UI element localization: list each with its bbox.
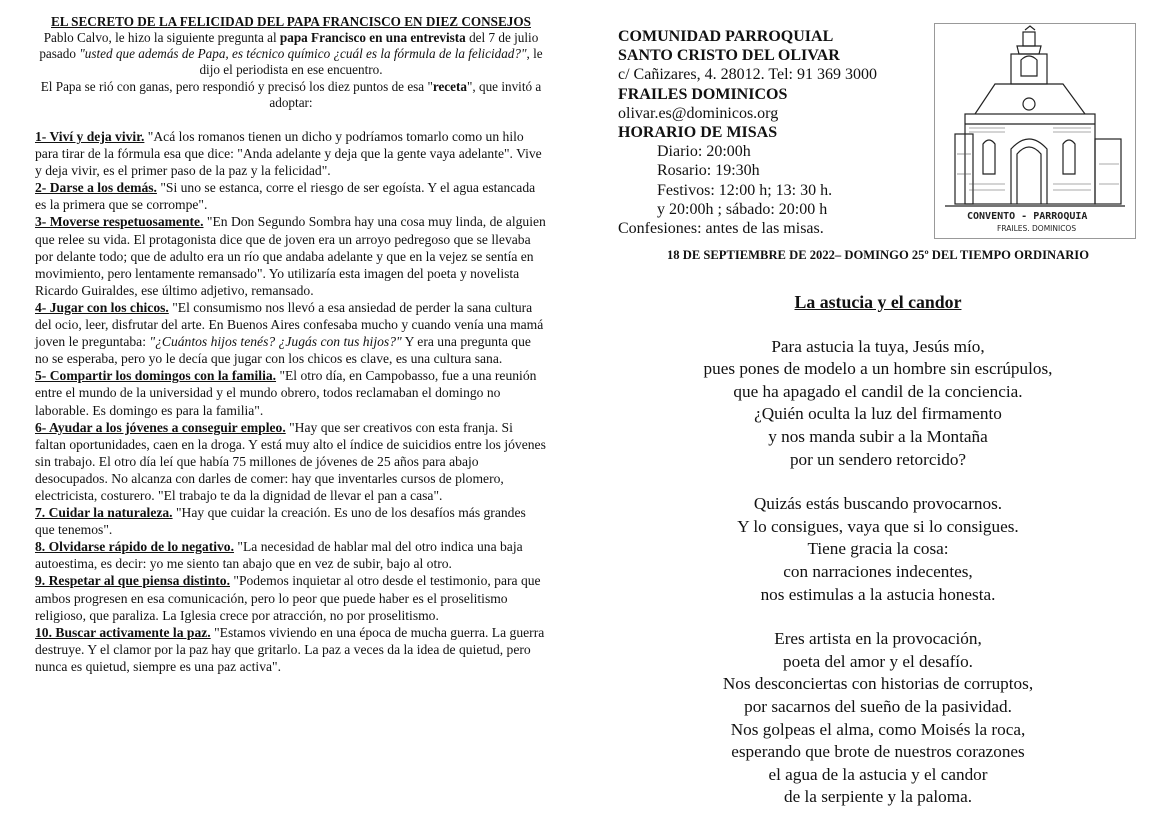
poem-line: nos estimulas a la astucia honesta. xyxy=(760,584,996,604)
poem-line: Quizás estás buscando provocarnos. xyxy=(753,494,1003,514)
poem-line: de la serpiente y la paloma. xyxy=(783,787,973,807)
tip-quote: "¿Cuántos hijos tenés? ¿Jugás con tus hijos?" xyxy=(149,334,402,350)
intro-text: ", que invitó a adoptar: xyxy=(269,78,542,110)
church-drawing xyxy=(935,24,1135,238)
article-title: EL SECRETO DE LA FELICIDAD DEL PAPA FRANCISCO EN DIEZ CONSEJOS xyxy=(51,14,531,29)
poem-body xyxy=(618,336,1138,809)
tip-item xyxy=(35,299,547,367)
poem-line: con narraciones indecentes, xyxy=(783,561,973,581)
tip-item xyxy=(35,213,547,298)
poem-line: pues pones de modelo a un hombre sin escrúpulos, xyxy=(703,359,1053,379)
tip-body: "Hay que ser creativos con esta franja. Si faltan oportunidades, caen en la droga. Y está muy alto el índice de suicidios entre los jóvenes sin trabajo. El otro día leí que había 75 millones de jóvenes de 25 años para abajo desocupados. No alcanza con darles de comer: hay que inventarles cursos de plomero, electricista, costurero. "El trabajo te da la dignidad de llevar el pan a casa". xyxy=(35,419,546,503)
tips-list xyxy=(35,128,547,675)
tip-item xyxy=(35,419,547,504)
mass-rosary: Rosario: 19:30h xyxy=(657,162,760,180)
poem-line: Nos golpeas el alma, como Moisés la roca, xyxy=(730,719,1026,739)
poem-line: y nos manda subir a la Montaña xyxy=(768,426,988,446)
tip-body: Y era una pregunta que no se esperaba, pero yo le decía que jugar con los chicos es clave, es una cultura sana. xyxy=(35,334,531,367)
left-column xyxy=(35,14,547,675)
tip-body: "Hay que cuidar la creación. Es uno de los desafíos más grandes que tenemos". xyxy=(35,505,526,538)
tip-body: "Estamos viviendo en una época de mucha guerra. La guerra destruye. Y el clamor por la paz hay que gritarlo. La paz a veces da la idea de quietud, pero nunca es quietud, siempre es una paz activa". xyxy=(35,624,545,674)
tip-item xyxy=(35,624,547,675)
tip-body: "El consumismo nos llevó a esa ansiedad de perder la sana cultura del ocio, leer, disfrutar del arte. En Buenos Aires confesaba mucho y cuando venía una mamá joven le preguntaba: xyxy=(35,299,544,350)
order-name: FRAILES DOMINICOS xyxy=(618,85,788,103)
poem-line: ¿Quién oculta la luz del firmamento xyxy=(754,404,1002,424)
tip-body: "Podemos inquietar al otro desde el testimonio, para que ambos progresen en esa comunicación, pero lo peor que puede haber es el proselitismo religioso, que paraliza. La Iglesia crece por atracción, no por proselitismo. xyxy=(35,573,541,623)
intro-text: El Papa se rió con ganas, pero respondió y precisó los diez puntos de esa " xyxy=(40,78,433,94)
tip-heading: 9. Respetar al que piensa distinto. xyxy=(35,573,230,589)
tip-heading: 8. Olvidarse rápido de lo negativo. xyxy=(35,539,235,555)
article-intro xyxy=(35,30,547,111)
poem-line: esperando que brote de nuestros corazones xyxy=(731,742,1025,762)
tip-body: "Acá los romanos tienen un dicho y podríamos tomarlo como un hilo para tirar de la fórmula esa que dice: "Anda adelante y deja que la gente vaya adelante". Vive y deja vivir, es el primer paso de la paz y la felicidad". xyxy=(35,129,542,179)
intro-bold: papa Francisco en una entrevista xyxy=(279,30,466,45)
tip-body: "Si uno se estanca, corre el riesgo de ser egoísta. Y el agua estancada es la primera que se corrompe". xyxy=(35,180,536,213)
mass-schedule-title: HORARIO DE MISAS xyxy=(618,124,778,142)
poem-line: Tiene gracia la cosa: xyxy=(807,539,949,559)
poem-line: el agua de la astucia y el candor xyxy=(768,764,988,784)
poem-line: poeta del amor y el desafío. xyxy=(783,651,973,671)
tip-heading: 10. Buscar activamente la paz. xyxy=(35,624,211,640)
tip-item xyxy=(35,367,547,418)
poem-line: por un sendero retorcido? xyxy=(789,449,967,469)
parish-name-2: SANTO CRISTO DEL OLIVAR xyxy=(618,47,840,65)
mass-holidays: Festivos: 12:00 h; 13: 30 h. xyxy=(657,181,833,199)
tip-body: "La necesidad de hablar mal del otro indica una baja autoestima, es decir: yo me siento tan abajo que en vez de subir, bajo al otro. xyxy=(35,539,523,572)
tip-heading: 4- Jugar con los chicos. xyxy=(35,299,169,315)
tip-heading: 7. Cuidar la naturaleza. xyxy=(35,505,173,521)
tip-heading: 5- Compartir los domingos con la familia. xyxy=(35,368,277,384)
poem xyxy=(618,291,1138,809)
poem-title: La astucia y el candor xyxy=(794,292,962,312)
parish-email: olivar.es@dominicos.org xyxy=(618,104,779,122)
tip-heading: 3- Moverse respetuosamente. xyxy=(35,214,204,230)
intro-text: del 7 de julio pasado xyxy=(39,30,539,62)
tip-heading: 1- Viví y deja vivir. xyxy=(35,129,145,145)
poem-line: que ha apagado el candil de la conciencia. xyxy=(733,381,1023,401)
mass-evening: y 20:00h ; sábado: 20:00 h xyxy=(657,200,828,218)
poem-stanza xyxy=(618,336,1138,472)
parish-address: c/ Cañizares, 4. 28012. Tel: 91 369 3000 xyxy=(618,66,877,84)
tip-item xyxy=(35,538,547,572)
tip-item xyxy=(35,179,547,213)
parish-name: COMUNIDAD PARROQUIAL xyxy=(618,28,834,45)
tip-body: "En Don Segundo Sombra hay una cosa muy linda, de alguien que relee su vida. El protagonista dice que de joven era un arroyo pedregoso que se llevaba por delante todo; que de adulto era un río que andaba adelante y que en la vejez se sentía en movimiento, pero lentamente remansado". Yo utilizaría esta imagen del poeta y novelista Ricardo Guiraldes, ese último adjetivo, remansado. xyxy=(35,214,546,298)
parish-header xyxy=(618,27,918,238)
tip-heading: 2- Darse a los demás. xyxy=(35,180,157,196)
tip-item xyxy=(35,504,547,538)
confessions: Confesiones: antes de las misas. xyxy=(618,220,824,238)
sketch-caption-2: FRAILES. DOMINICOS xyxy=(997,224,1077,233)
poem-line: Nos desconciertas con historias de corruptos, xyxy=(722,674,1034,694)
tip-item xyxy=(35,572,547,623)
poem-stanza xyxy=(618,493,1138,606)
sketch-caption: CONVENTO - PARROQUIA xyxy=(967,211,1088,222)
tip-heading: 6- Ayudar a los jóvenes a conseguir empleo. xyxy=(35,419,286,435)
poem-stanza xyxy=(618,628,1138,809)
liturgical-date: 18 DE SEPTIEMBRE DE 2022– DOMINGO 25º DEL TIEMPO ORDINARIO xyxy=(666,248,1089,262)
poem-line: por sacarnos del sueño de la pasividad. xyxy=(744,696,1012,716)
intro-quote: "usted que además de Papa, es técnico químico ¿cuál es la fórmula de la felicidad?" xyxy=(79,46,527,62)
intro-bold: receta xyxy=(432,78,468,94)
poem-line: Eres artista en la provocación, xyxy=(774,629,982,649)
poem-line: Y lo consigues, vaya que si lo consigues. xyxy=(737,516,1019,536)
tip-item xyxy=(35,128,547,179)
poem-line: Para astucia la tuya, Jesús mío, xyxy=(771,336,985,356)
tip-body: "El otro día, en Campobasso, fue a una reunión entre el mundo de la universidad y el mundo obrero, todos reclamaban el domingo no laborable. Es domingo es para la familia". xyxy=(35,368,537,418)
church-sketch xyxy=(934,23,1136,239)
intro-text: , le dijo el periodista en ese encuentro. xyxy=(199,46,543,78)
intro-text: Pablo Calvo, le hizo la siguiente pregunta al xyxy=(43,30,280,45)
mass-daily: Diario: 20:00h xyxy=(657,143,751,161)
